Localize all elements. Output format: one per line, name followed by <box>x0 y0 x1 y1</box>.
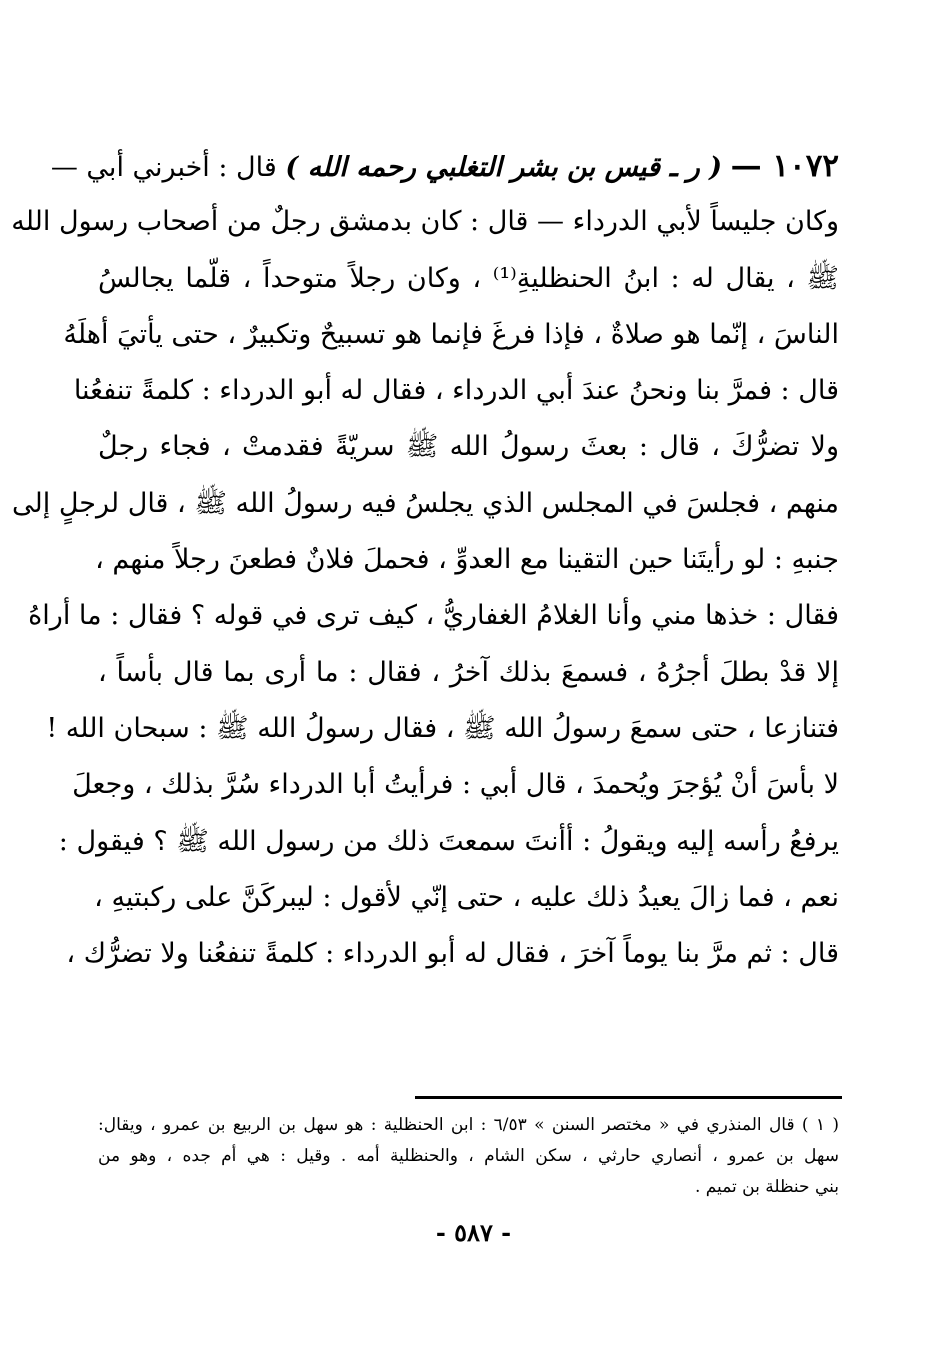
text-line: فتنازعا ، حتى سمعَ رسولُ الله ﷺ ، فقال رسولُ الله ﷺ : سبحان الله ! <box>46 712 839 744</box>
footnote-divider <box>415 1096 842 1099</box>
hadith-first-line <box>50 138 839 194</box>
text-line: منهم ، فجلسَ في المجلس الذي يجلسُ فيه رسولُ الله ﷺ ، قال لرجلٍ إلى <box>12 487 839 519</box>
text-line: نعم ، فما زالَ يعيدُ ذلك عليه ، حتى إنّي لأقول : ليبركَنَّ على ركبتيهِ ، <box>94 881 839 913</box>
text-line: ولا تضرُّكَ ، قال : بعثَ رسولُ الله ﷺ سريّةً فقدمتْ ، فجاء رجلٌ <box>98 431 839 463</box>
hadith-text-block <box>11 138 839 982</box>
text-line: لا بأسَ أنْ يُؤجرَ ويُحمدَ ، قال أبي : فرأيتُ أبا الدرداء سُرَّ بذلك ، وجعلَ <box>72 769 839 801</box>
text-line: يرفعُ رأسه إليه ويقولُ : أأنتَ سمعتَ ذلك من رسول الله ﷺ ؟ فيقول : <box>58 825 839 857</box>
hadith-number: ١٠٧٢ — <box>730 148 839 184</box>
footnote-line: سهل بن عمرو ، أنصاري حارثي ، سكن الشام ، والحنظلية أمه . وقيل : هي أم جده ، وهو من <box>98 1146 839 1166</box>
narrator-tag: ( ر ـ قيس بن بشر التغلبي رحمه الله ) <box>285 152 722 183</box>
text-line: جنبهِ : لو رأيتَنا حين التقينا مع العدوِّ ، فحملَ فلانٌ فطعنَ رجلاً منهم ، <box>95 544 839 576</box>
page-number: - ٥٨٧ - <box>435 1218 512 1247</box>
footnote-block <box>98 1110 839 1203</box>
text-line: فقال : خذها مني وأنا الغلامُ الغفاريُّ ، كيف ترى في قوله ؟ فقال : ما أراهُ <box>28 600 839 632</box>
text-line: قال : ثم مرَّ بنا يوماً آخرَ ، فقال له أبو الدرداء : كلمةً تنفعُنا ولا تضرُّك ، <box>66 938 839 970</box>
footnote-line: ( ١ ) قال المنذري في « مختصر السنن » ٦/٥٣ : ابن الحنظلية : هو سهل بن الربيع بن عمرو ، ويقال: <box>98 1115 839 1135</box>
text-line: إلا قدْ بطلَ أجرُهُ ، فسمعَ بذلك آخرُ ، فقال : ما أرى بما قال بأساً ، <box>98 656 839 688</box>
text-line: ﷺ ، يقال له : ابنُ الحنظليةِ⁽¹⁾ ، وكان رجلاً متوحداً ، قلّما يجالسُ <box>98 262 839 294</box>
footnote-line: بني حنظلة بن تميم . <box>694 1177 839 1197</box>
text-line: وكان جليساً لأبي الدرداء — قال : كان بدمشق رجلٌ من أصحاب رسول الله <box>11 206 839 238</box>
first-line-text: قال : أخبرني أبي — <box>50 152 277 183</box>
text-line: الناسَ ، إنّما هو صلاةٌ ، فإذا فرغَ فإنما هو تسبيحٌ وتكبيرٌ ، حتى يأتيَ أهلَهُ <box>63 318 839 350</box>
text-line: قال : فمرَّ بنا ونحنُ عندَ أبي الدرداء ، فقال له أبو الدرداء : كلمةً تنفعُنا <box>73 375 839 407</box>
